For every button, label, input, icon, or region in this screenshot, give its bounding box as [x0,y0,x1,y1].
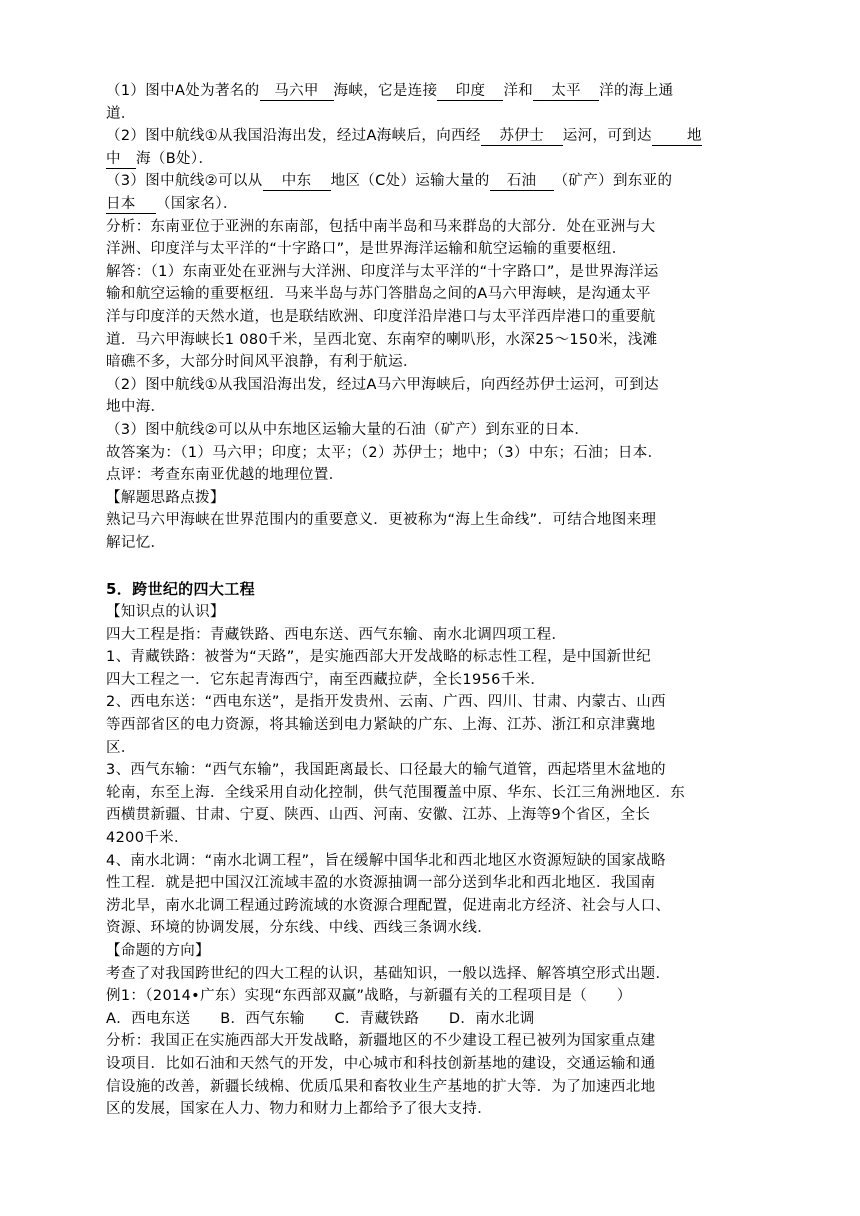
answer-line: 洋与印度洋的天然水道，也是联结欧洲、印度洋沿岸港口与太平洋西岸港口的重要航 [106,308,656,325]
question-2-line-2 [106,148,756,171]
q1-text-3: 洋和 [503,83,534,99]
tips-line: 熟记马六甲海峡在世界范围内的重要意义．更被称为“海上生命线”．可结合地图来理 [106,512,657,529]
section-5-line: 设项目．比如石油和天然气的开发，中心城市和科技创新基地的建设，交通运输和通 [106,1055,656,1072]
answer-line: 道．马六甲海峡长1 080千米，呈西北宽、东南窄的喇叭形，水深25～150米，浅滩 [106,331,658,348]
q2-blank-1: 苏伊士 [481,127,563,146]
section-5-line: 1、青藏铁路：被誉为“天路”，是实施西部大开发战略的标志性工程，是中国新世纪 [106,649,652,666]
q2-text: （2）图中航线①从我国沿海出发，经过A海峡后，向西经 [106,128,481,145]
question-3-line [106,170,756,193]
section-5-line: 四大工程是指：青藏铁路、西电东送、西气东输、南水北调四项工程． [106,626,567,643]
section-5-line: 2、西电东送：“西电东送”，是指开发贵州、云南、广西、四川、甘肃、内蒙古、山西 [106,694,666,711]
section-5-line: 4、南水北调：“南水北调工程”，旨在缓解中国华北和西北地区水资源短缺的国家战略 [106,852,666,869]
section-5-line: 4200千米． [106,830,189,846]
tips-heading: 【解题思路点拨】 [106,489,225,506]
q2-text-3: 海（B处）． [136,150,214,167]
q1-blank-3: 太平 [533,82,599,101]
question-3-line-2 [106,193,756,216]
answer-line: 解答：（1）东南亚处在亚洲与大洋洲、印度洋与太平洋的“十字路口”，是世界海洋运 [106,263,659,280]
q3-text: （3）图中航线②可以从 [106,173,263,190]
section-5-title: 5．跨世纪的四大工程 [106,580,255,599]
q2-blank-2: 地 [652,127,702,146]
question-2-line [106,125,756,148]
section-5-line: 西横贯新疆、甘肃、宁夏、陕西、山西、河南、安徽、江苏、上海等9个省区，全长 [106,807,651,824]
q3-blank-2: 石油 [490,172,554,191]
section-5-line: 3、西气东输：“西气东输”，我国距离最长、口径最大的输气道管，西起塔里木盆地的 [106,762,666,779]
section-5-line: 信设施的改善，新疆长绒棉、优质瓜果和畜牧业生产基地的扩大等．为了加速西北地 [106,1078,656,1095]
answer-line: 暗礁不多，大部分时间风平浪静，有利于航运． [106,354,418,371]
section-5-line: 资源、环境的协调发展，分东线、中线、西线三条调水线． [106,920,493,937]
q3-text-3: （矿产）到东亚的 [553,173,673,190]
analysis-line: 洋洲、印度洋与太平洋的“十字路口”，是世界海洋运输和航空运输的重要枢纽． [106,241,627,258]
section-5-line: 【知识点的认识】 [106,604,225,621]
document-body [106,80,756,1121]
example-question-line: 例1：（2014•广东）实现“东西部双赢”战略，与新疆有关的工程项目是（ ） [106,988,632,1005]
answer-line: （3）图中航线②可以从中东地区运输大量的石油（矿产）到东亚的日本． [106,421,590,438]
tips-line: 解记忆． [106,534,166,551]
q2-text-2: 运河，可到达 [562,128,652,145]
q2-blank-2-cont: 中 [106,150,136,169]
example-options-line: A．西电东送 B．西气东输 C．青藏铁路 D．南水北调 [106,1010,535,1027]
q1-blank-2: 印度 [437,82,503,101]
answer-line: 地中海． [106,399,166,416]
final-answer-line: 故答案为：（1）马六甲；印度；太平；（2）苏伊士；地中；（3）中东；石油；日本． [106,444,663,461]
answer-line: 输和航空运输的重要枢纽．马来半岛与苏门答腊岛之间的A马六甲海峡，是沟通太平 [106,286,651,303]
q1-text-4: 洋的海上通 [599,83,674,99]
section-5-line: 区． [106,739,136,756]
q1-text: （1）图中A处为著名的 [106,83,260,99]
analysis-line: 分析：东南亚位于亚洲的东南部，包括中南半岛和马来群岛的大部分．处在亚洲与大 [106,218,656,235]
section-5-line: 四大工程之一．它东起青海西宁，南至西藏拉萨，全长1956千米． [106,671,546,688]
q1-blank-1: 马六甲 [260,82,334,101]
q1-text-2: 海峡，它是连接 [333,83,438,99]
section-gap [106,554,756,578]
q3-text-2: 地区（C处）运输大量的 [330,173,490,190]
question-1-line [106,80,756,103]
q3-blank-1: 中东 [263,172,331,191]
section-5-line: 分析：我国正在实施西部大开发战略，新疆地区的不少建设工程已被列为国家重点建 [106,1033,656,1050]
section-5-line: 等西部省区的电力资源，将其输送到电力紧缺的广东、上海、江苏、浙江和京津冀地 [106,717,656,734]
section-5-line: 【命题的方向】 [106,942,210,959]
section-5-line: 区的发展，国家在人力、物力和财力上都给予了很大支持． [106,1101,493,1118]
comment-line: 点评：考查东南亚优越的地理位置． [106,467,344,484]
section-5-line: 轮南，东至上海．全线采用自动化控制，供气范围覆盖中原、华东、长江三角洲地区．东 [106,784,686,801]
section-5-line: 考查了对我国跨世纪的四大工程的认识，基础知识，一般以选择、解答填空形式出题． [106,965,671,982]
section-5-line: 性工程．就是把中国汉江流域丰盈的水资源抽调一部分送到华北和西北地区．我国南 [106,875,656,892]
q3-blank-3: 日本 [106,195,156,214]
q3-text-4: （国家名）． [156,195,238,212]
q1-continuation: 道． [106,105,136,122]
section-5-line: 涝北旱，南水北调工程通过跨流域的水资源合理配置，促进南北方经济、社会与人口、 [106,897,671,914]
answer-line: （2）图中航线①从我国沿海出发，经过A马六甲海峡后，向西经苏伊士运河，可到达 [106,376,659,393]
